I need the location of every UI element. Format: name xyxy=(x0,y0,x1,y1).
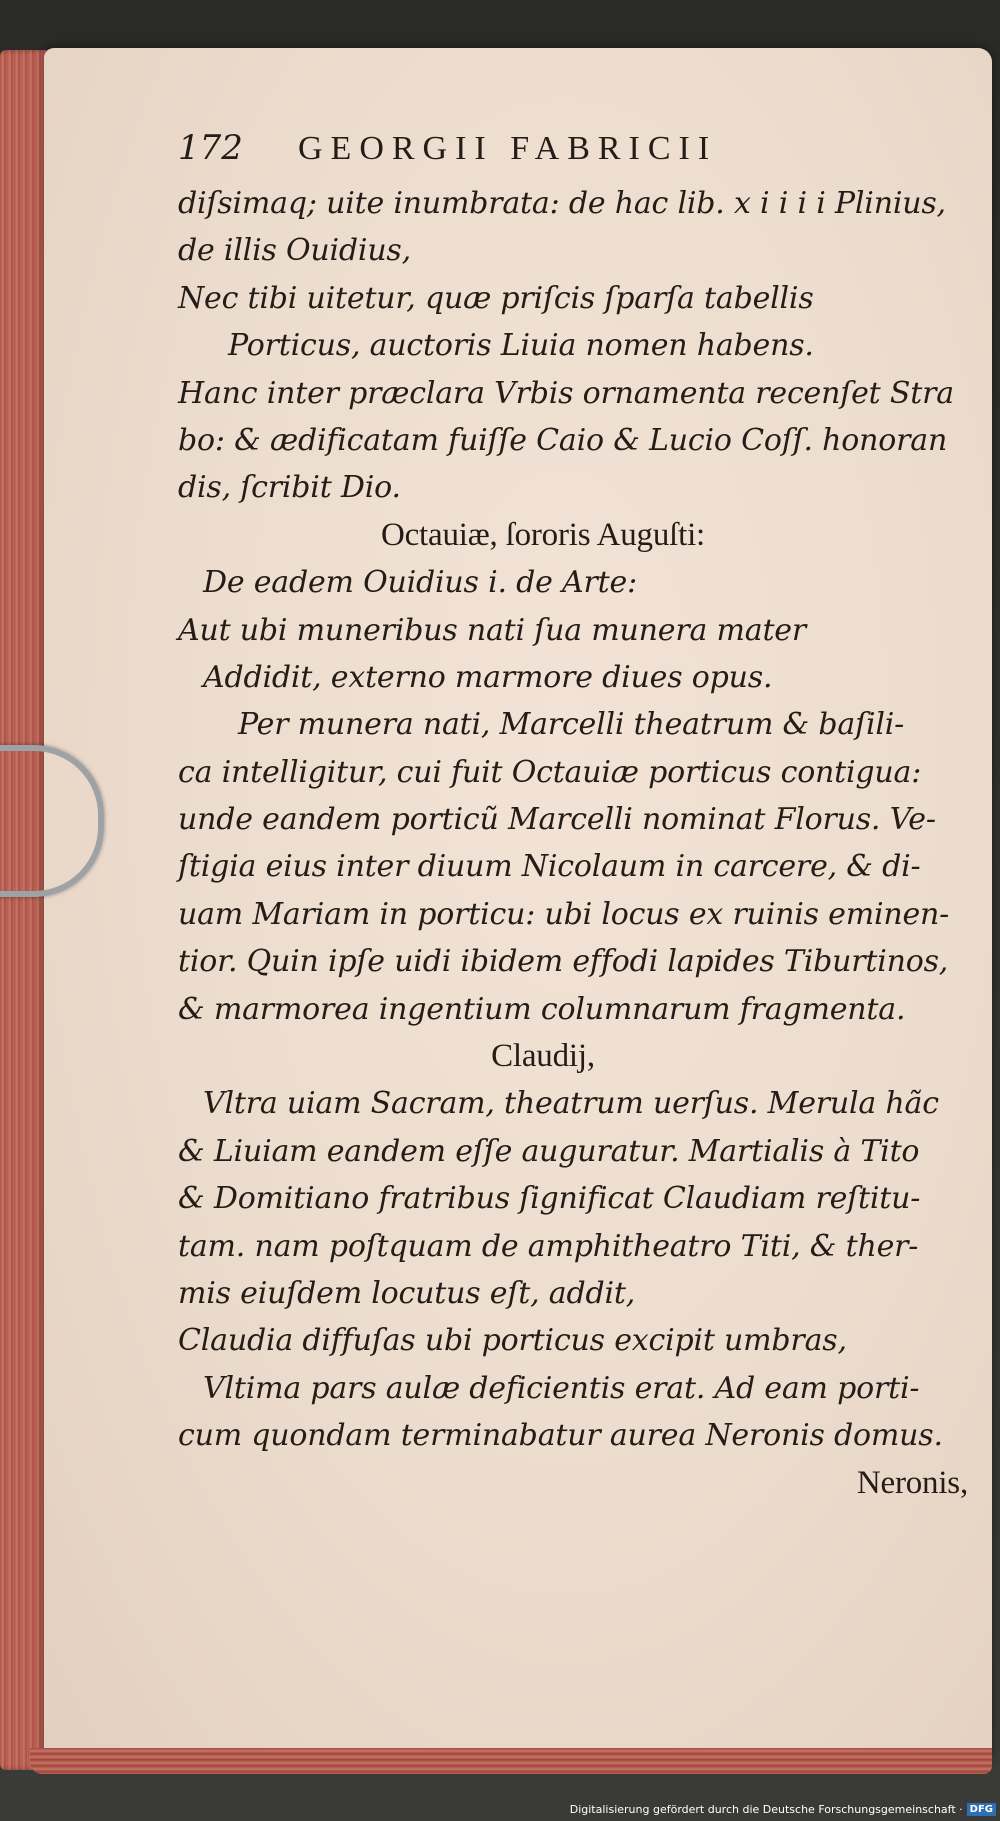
text-line: De eadem Ouidius i. de Arte: xyxy=(203,565,637,601)
page-edges-bottom xyxy=(30,1748,992,1774)
running-head: GEORGII FABRICII xyxy=(298,130,718,167)
text-line: Vltima pars aulæ deficientis erat. Ad eam porti- xyxy=(203,1370,920,1406)
text-line: de illis Ouidius, xyxy=(178,233,411,269)
text-line: Nec tibi uitetur, quæ priſcis ſparſa tabellis xyxy=(178,280,814,316)
text-line: & marmorea ingentium columnarum fragmenta. xyxy=(178,991,906,1027)
page-number: 172 xyxy=(178,128,243,168)
body-text xyxy=(178,180,968,1507)
text-line: & Liuiam eandem eſſe auguratur. Martialis à Tito xyxy=(178,1133,920,1169)
text-line: ca intelligitur, cui fuit Octauiæ porticus contigua: xyxy=(178,754,922,790)
text-line: unde eandem porticũ Marcelli nominat Florus. Ve- xyxy=(178,802,936,838)
text-line: Vltra uiam Sacram, theatrum uerſus. Merula hãc xyxy=(203,1086,939,1122)
text-line: Octauiæ, ſororis Auguſti: xyxy=(380,516,706,553)
text-line: bo: & ædificatam fuiſſe Caio & Lucio Coſſ. honoran xyxy=(178,422,948,458)
text-line: Aut ubi muneribus nati ſua munera mater xyxy=(178,612,807,648)
text-line: diſsimaq; uite inumbrata: de hac lib. x i i i i Plinius, xyxy=(178,186,946,221)
text-line: Porticus, auctoris Liuia nomen habens. xyxy=(228,328,814,364)
text-line: Per munera nati, Marcelli theatrum & baſili- xyxy=(238,707,905,743)
text-line: mis eiuſdem locutus eſt, addit, xyxy=(178,1275,636,1311)
text-line: Claudij, xyxy=(491,1038,595,1075)
text-line: dis, ſcribit Dio. xyxy=(178,470,401,506)
text-line: Neronis, xyxy=(856,1464,968,1501)
text-line: Claudia diffuſas ubi porticus excipit umbras, xyxy=(178,1323,847,1359)
text-line: ſtigia eius inter diuum Nicolaum in carcere, & di- xyxy=(178,849,921,885)
text-line: cum quondam terminabatur aurea Neronis domus. xyxy=(178,1418,943,1454)
text-line: Addidit, externo marmore diues opus. xyxy=(203,659,773,695)
digitization-credit xyxy=(570,1803,996,1816)
text-line: uam Mariam in porticu: ubi locus ex ruinis eminen- xyxy=(178,896,950,932)
text-line: tam. nam poſtquam de amphitheatro Titi, & ther- xyxy=(178,1228,919,1264)
page-header xyxy=(178,128,968,180)
text-line: tior. Quin ipſe uidi ibidem effodi lapides Tiburtinos, xyxy=(178,944,949,980)
text-line: Hanc inter præclara Vrbis ornamenta recenſet Stra xyxy=(178,375,954,411)
text-line: & Domitiano fratribus ſignificat Claudiam reſtitu- xyxy=(178,1181,921,1217)
page-text xyxy=(178,128,968,1507)
credit-text: Digitalisierung gefördert durch die Deutsche Forschungsgemeinschaft · xyxy=(569,1803,963,1816)
dfg-logo-icon: DFG xyxy=(967,1803,996,1816)
